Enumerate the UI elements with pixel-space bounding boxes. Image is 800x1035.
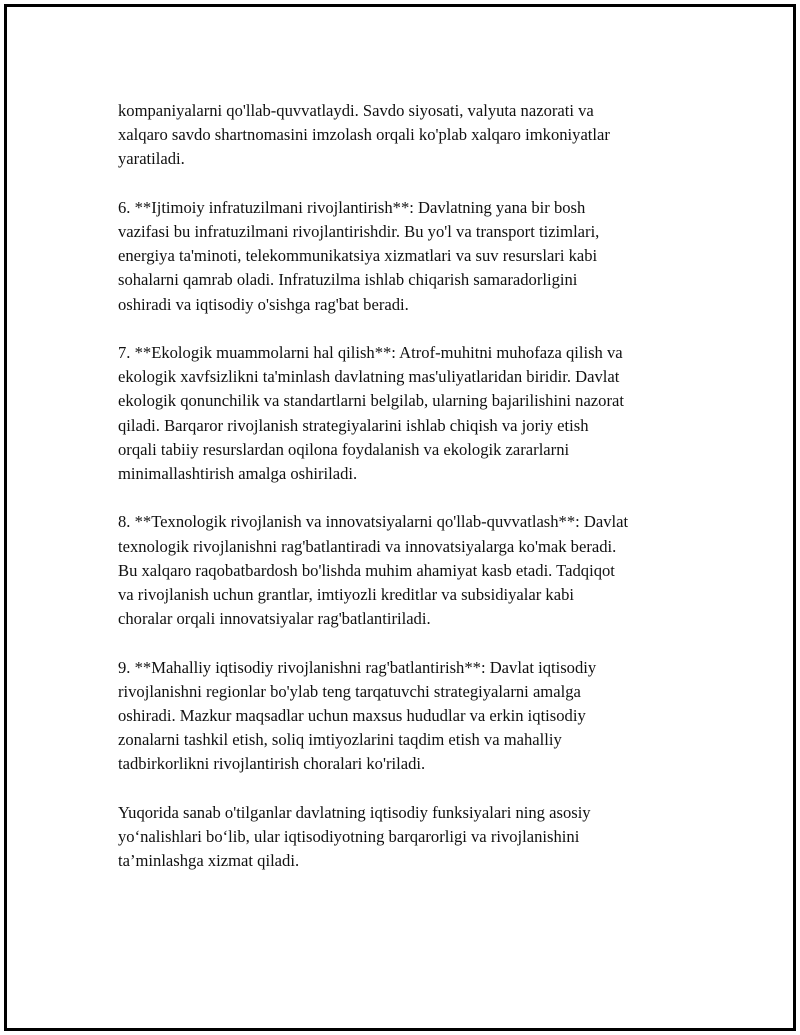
paragraph-item-9: 9. **Mahalliy iqtisodiy rivojlanishni rag'batlantirish**: Davlat iqtisodiy rivojlanishni regionlar bo'ylab teng tarqatuvchi strategiyalarni amalga oshiradi. Mazkur maqsadlar uchun maxsus hududlar va erkin iqtisodiy zonalarni tashkil etish, soliq imtiyozlarini taqdim etish va mahalliy tadbirkorlikni rivojlantirish choralari ko'riladi. xyxy=(118,657,597,774)
paragraph-item-7: 7. **Ekologik muammolarni hal qilish**: Atrof-muhitni muhofaza qilish va ekologik xavfsizlikni ta'minlash davlatning mas'uliyatlaridan biridir. Davlat ekologik qonunchilik va standartlarni belgilab, ularning bajarilishini nazorat qiladi. Barqaror rivojlanish strategiyalarini ishlab chiqish va joriy etish orqali tabiiy resurslardan oqilona foydalanish va ekologik zararlarni minimallashtirish amalga oshiriladi. xyxy=(118,343,624,484)
document-body xyxy=(118,99,703,898)
paragraph-item-6: 6. **Ijtimoiy infratuzilmani rivojlantirish**: Davlatning yana bir bosh vazifasi bu infratuzilmani rivojlantirishdir. Bu yo'l va transport tizimlari, energiya ta'minoti, telekommunikatsiya xizmatlari va suv resurslari kabi sohalarni qamrab oladi. Infratuzilma ishlab chiqarish samaradorligini oshiradi va iqtisodiy o'sishga rag'bat beradi. xyxy=(118,197,600,314)
page-frame xyxy=(4,4,796,1031)
paragraph-item-8: 8. **Texnologik rivojlanish va innovatsiyalarni qo'llab-quvvatlash**: Davlat texnologik rivojlanishni rag'batlantiradi va innovatsiyalarga ko'mak beradi. Bu xalqaro raqobatbardosh bo'lishda muhim ahamiyat kasb etadi. Tadqiqot va rivojlanish uchun grantlar, imtiyozli kreditlar va subsidiyalar kabi choralar orqali innovatsiyalar rag'batlantiriladi. xyxy=(118,512,629,629)
paragraph-conclusion: Yuqorida sanab o'tilganlar davlatning iqtisodiy funksiyalari ning asosiy yo‘nalishlari bo‘lib, ular iqtisodiyotning barqarorligi va rivojlanishini ta’minlashga xizmat qiladi. xyxy=(118,802,591,871)
paragraph-continuation: kompaniyalarni qo'llab-quvvatlaydi. Savdo siyosati, valyuta nazorati va xalqaro savdo shartnomasini imzolash orqali ko'plab xalqaro imkoniyatlar yaratiladi. xyxy=(118,101,610,169)
